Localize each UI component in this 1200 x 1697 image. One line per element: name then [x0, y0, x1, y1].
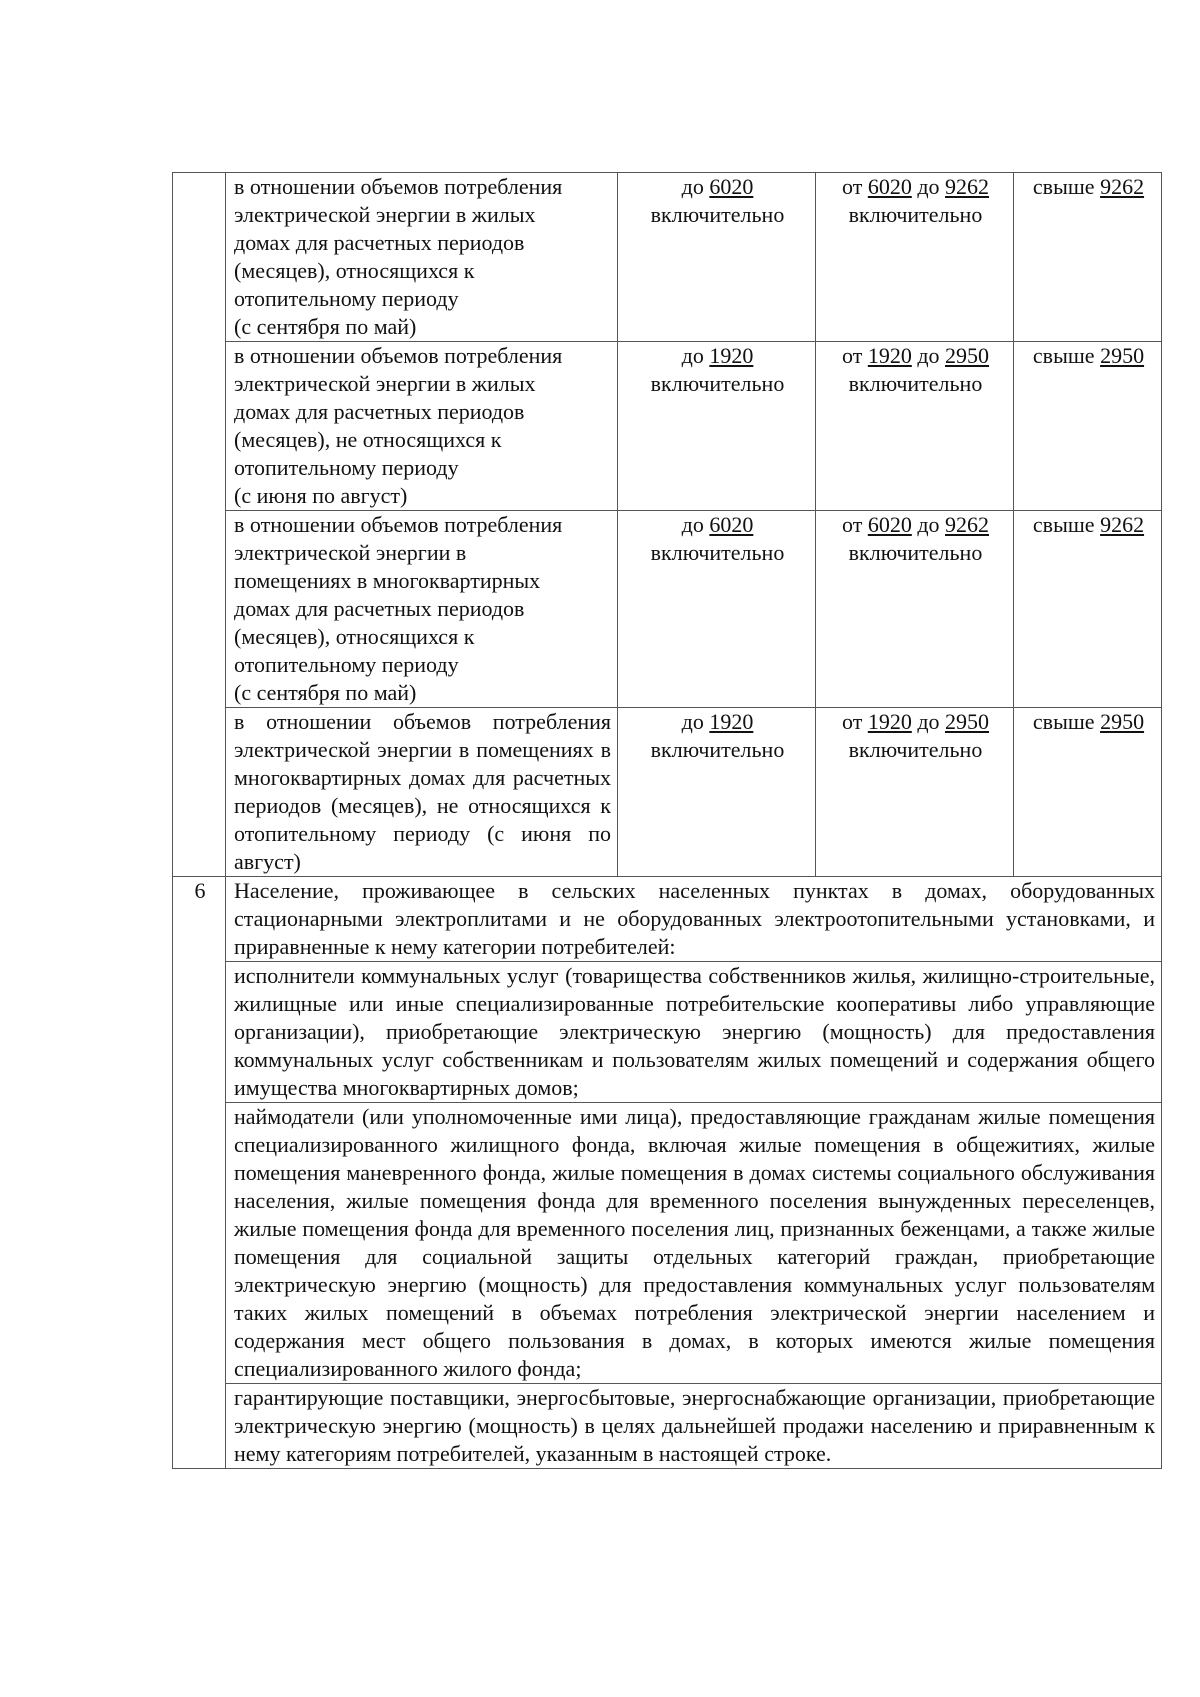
range-mid-cell: от 6020 до 9262 включительно	[816, 173, 1014, 342]
value-link[interactable]: 2950	[1100, 709, 1145, 734]
range-high-cell: свыше 9262	[1014, 511, 1162, 708]
consumption-description: в отношении объемов потребления электрической энергии в жилых домах для расчетных периодов (месяцев), относящихся к отопительному периоду (с сентября по май)	[226, 173, 618, 342]
range-high-cell: свыше 9262	[1014, 173, 1162, 342]
value-link[interactable]: 2950	[945, 709, 990, 734]
table-row	[173, 1384, 1162, 1469]
consumer-category: гарантирующие поставщики, энергосбытовые, энергоснабжающие организации, приобретающие электрическую энергию (мощность) в целях дальнейшей продажи населению и приравненным к нему категориям потребителей, указанным в настоящей строке.	[226, 1384, 1162, 1469]
consumption-description: в отношении объемов потребления электрической энергии в помещениях в многоквартирных домах для расчетных периодов (месяцев), не относящихся к отопительному периоду (с июня по август)	[226, 708, 618, 877]
table-row	[173, 511, 1162, 708]
value-link[interactable]: 2950	[1100, 343, 1145, 368]
table-row	[173, 1103, 1162, 1384]
value-link[interactable]: 9262	[945, 174, 990, 199]
range-high-cell: свыше 2950	[1014, 342, 1162, 511]
tariff-table	[172, 172, 1162, 1469]
range-mid-cell: от 6020 до 9262 включительно	[816, 511, 1014, 708]
value-link[interactable]: 9262	[945, 512, 990, 537]
consumption-description: в отношении объемов потребления электрической энергии в жилых домах для расчетных периодов (месяцев), не относящихся к отопительному периоду (с июня по август)	[226, 342, 618, 511]
consumer-category: исполнители коммунальных услуг (товарищества собственников жилья, жилищно-строительные, жилищные или иные специализированные потребительские кооперативы либо управляющие организации), приобретающие электрическую энергию (мощность) для предоставления коммунальных услуг собственникам и пользователям жилых помещений и содержания общего имущества многоквартирных домов;	[226, 962, 1162, 1103]
value-link[interactable]: 1920	[867, 709, 912, 734]
range-low-cell: до 1920 включительно	[618, 708, 816, 877]
value-link[interactable]: 1920	[867, 343, 912, 368]
value-link[interactable]: 6020	[709, 174, 754, 199]
value-link[interactable]: 2950	[945, 343, 990, 368]
value-link[interactable]: 9262	[1100, 174, 1145, 199]
range-mid-cell: от 1920 до 2950 включительно	[816, 342, 1014, 511]
range-low-cell: до 6020 включительно	[618, 173, 816, 342]
value-link[interactable]: 6020	[867, 174, 912, 199]
value-link[interactable]: 6020	[709, 512, 754, 537]
range-high-cell: свыше 2950	[1014, 708, 1162, 877]
range-mid-cell: от 1920 до 2950 включительно	[816, 708, 1014, 877]
table-row	[173, 173, 1162, 342]
value-link[interactable]: 1920	[709, 709, 754, 734]
table-row	[173, 342, 1162, 511]
consumption-description: в отношении объемов потребления электрической энергии в помещениях в многоквартирных домах для расчетных периодов (месяцев), относящихся к отопительному периоду (с сентября по май)	[226, 511, 618, 708]
row-number: 6	[173, 877, 226, 1469]
table-row	[173, 708, 1162, 877]
value-link[interactable]: 1920	[709, 343, 754, 368]
table-row	[173, 962, 1162, 1103]
table-row	[173, 877, 1162, 962]
row-number-cell	[173, 173, 226, 877]
value-link[interactable]: 6020	[867, 512, 912, 537]
range-low-cell: до 1920 включительно	[618, 342, 816, 511]
section-heading: Население, проживающее в сельских населенных пунктах в домах, оборудованных стационарными электроплитами и не оборудованных электроотопительными установками, и приравненные к нему категории потребителей:	[226, 877, 1162, 962]
value-link[interactable]: 9262	[1100, 512, 1145, 537]
consumer-category: наймодатели (или уполномоченные ими лица), предоставляющие гражданам жилые помещения специализированного жилищного фонда, включая жилые помещения в общежитиях, жилые помещения маневренного фонда, жилые помещения в домах системы социального обслуживания населения, жилые помещения фонда для временного поселения вынужденных переселенцев, жилые помещения фонда для временного поселения лиц, признанных беженцами, а также жилые помещения для социальной защиты отдельных категорий граждан, приобретающие электрическую энергию (мощность) для предоставления коммунальных услуг пользователям таких жилых помещений в объемах потребления электрической энергии населением и содержания мест общего пользования в домах, в которых имеются жилые помещения специализированного жилого фонда;	[226, 1103, 1162, 1384]
range-low-cell: до 6020 включительно	[618, 511, 816, 708]
